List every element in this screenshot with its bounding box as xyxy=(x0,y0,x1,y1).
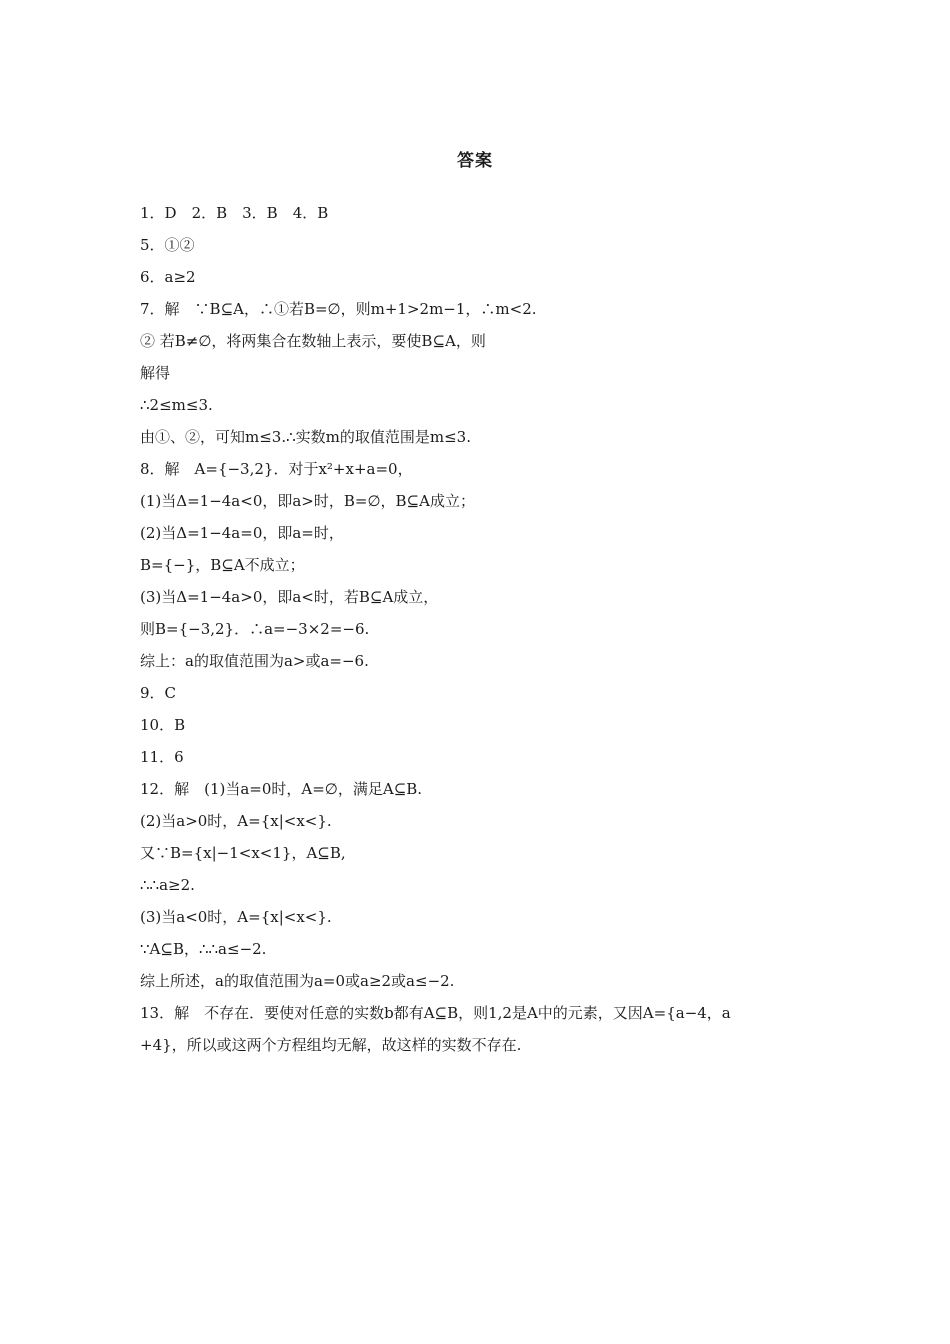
answer-line: 11．6 xyxy=(140,748,184,766)
answer-line: 12．解 (1)当a=0时，A=∅，满足A⊆B. xyxy=(140,780,423,798)
answer-line: 综上所述，a的取值范围为a=0或a≥2或a≤−2. xyxy=(140,972,455,990)
answer-line: (3)当a<0时，A={x|<x<}. xyxy=(140,908,332,926)
answer-line: 则B={−3,2}．∴a=−3×2=−6. xyxy=(140,620,370,638)
answer-line: 10．B xyxy=(140,716,186,734)
answer-list xyxy=(140,201,820,1065)
answer-line: 13．解 不存在．要使对任意的实数b都有A⊆B，则1,2是A中的元素，又因A={a−4，a xyxy=(140,1004,731,1022)
answer-line: 9．C xyxy=(140,684,177,702)
page-title: 答案 xyxy=(457,151,493,171)
answer-line: 1．D 2．B 3．B 4．B xyxy=(140,204,329,222)
answer-line: 7．解 ∵B⊆A，∴①若B=∅，则m+1>2m−1，∴m<2. xyxy=(140,300,537,318)
answer-line: 8．解 A={−3,2}．对于x²+x+a=0， xyxy=(140,460,413,478)
answer-line: ∵A⊆B，∴∴a≤−2. xyxy=(140,940,267,958)
answer-line: (2)当Δ=1−4a=0，即a=时， xyxy=(140,524,344,542)
answer-line: 又∵B={x|−1<x<1}，A⊆B, xyxy=(140,844,346,862)
answer-line: +4}，所以或这两个方程组均无解，故这样的实数不存在. xyxy=(140,1036,522,1054)
answer-line: 解得 xyxy=(140,364,171,382)
answer-line: ∴∴a≥2. xyxy=(140,876,195,894)
answer-line: 综上：a的取值范围为a>或a=−6. xyxy=(140,652,369,670)
answer-line: B={−}，B⊆A不成立； xyxy=(140,556,305,574)
answer-line: (1)当Δ=1−4a<0，即a>时，B=∅，B⊆A成立； xyxy=(140,492,475,510)
answer-line: ∴2≤m≤3. xyxy=(140,396,213,414)
answer-line: (3)当Δ=1−4a>0，即a<时，若B⊆A成立， xyxy=(140,588,439,606)
answer-line: 6．a≥2 xyxy=(140,268,196,286)
answer-line: 由①、②，可知m≤3.∴实数m的取值范围是m≤3. xyxy=(140,428,471,446)
answer-line: ② 若B≠∅，将两集合在数轴上表示，要使B⊆A，则 xyxy=(140,332,486,350)
answer-line: (2)当a>0时，A={x|<x<}. xyxy=(140,812,332,830)
answer-line: 5．①② xyxy=(140,236,195,254)
